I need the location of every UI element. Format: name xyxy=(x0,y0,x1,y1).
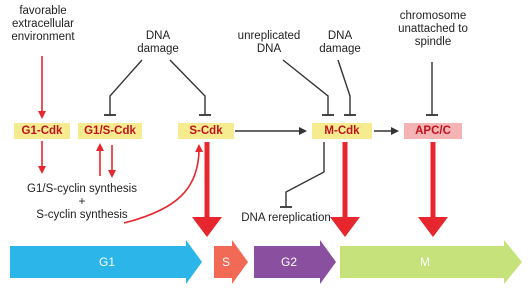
label-dna-damage-right-line2: damage xyxy=(319,43,361,55)
node-g1-cdk: G1-Cdk xyxy=(14,123,70,139)
label-environment-line1: favorable xyxy=(19,5,67,17)
label-rereplication-text: DNA rereplication xyxy=(241,212,331,224)
phase-band xyxy=(10,240,522,284)
phase-g2-label: G2 xyxy=(280,255,297,269)
label-dna-damage-right-line1: DNA xyxy=(327,30,353,42)
inhibit-damage2-to-mcdk xyxy=(338,60,350,115)
label-cyclin-synthesis xyxy=(16,183,148,222)
label-unreplicated-line1: unreplicated xyxy=(237,30,301,42)
label-environment-line2: extracellular xyxy=(12,18,74,30)
label-unreplicated-line2: DNA xyxy=(256,43,282,55)
inhibit-unreplicated-to-mcdk xyxy=(283,60,328,115)
label-chromosome-unattached xyxy=(386,10,480,49)
label-dna-damage-left-line2: damage xyxy=(137,43,179,55)
label-synthesis-line1: G1/S-cyclin synthesis xyxy=(27,183,137,195)
label-dna-damage-right xyxy=(310,30,370,56)
inhibit-mcdk-to-rereplication xyxy=(286,142,324,207)
label-dna-rereplication xyxy=(230,212,342,225)
node-g1s-cdk: G1/S-Cdk xyxy=(78,123,142,139)
label-dna-damage-left xyxy=(128,30,188,56)
inhibit-damage-to-scdk xyxy=(170,60,205,115)
node-s-cdk: S-Cdk xyxy=(178,123,234,139)
label-synthesis-plus: + xyxy=(78,196,86,208)
label-unreplicated-dna xyxy=(226,30,312,56)
label-spindle-line2: unattached to xyxy=(398,23,468,35)
inhibit-damage-to-g1scdk xyxy=(110,60,142,115)
label-synthesis-line3: S-cyclin synthesis xyxy=(36,209,128,221)
label-environment xyxy=(2,5,84,44)
label-spindle-line1: chromosome xyxy=(399,10,467,22)
node-m-cdk: M-Cdk xyxy=(312,123,372,139)
label-dna-damage-left-line1: DNA xyxy=(145,30,171,42)
label-environment-line3: environment xyxy=(11,31,75,43)
label-spindle-line3: spindle xyxy=(414,36,452,48)
node-apc-c: APC/C xyxy=(404,123,462,139)
phase-m-label: M xyxy=(420,255,430,269)
phase-s-label: S xyxy=(221,255,230,269)
phase-g1-label: G1 xyxy=(98,255,115,269)
